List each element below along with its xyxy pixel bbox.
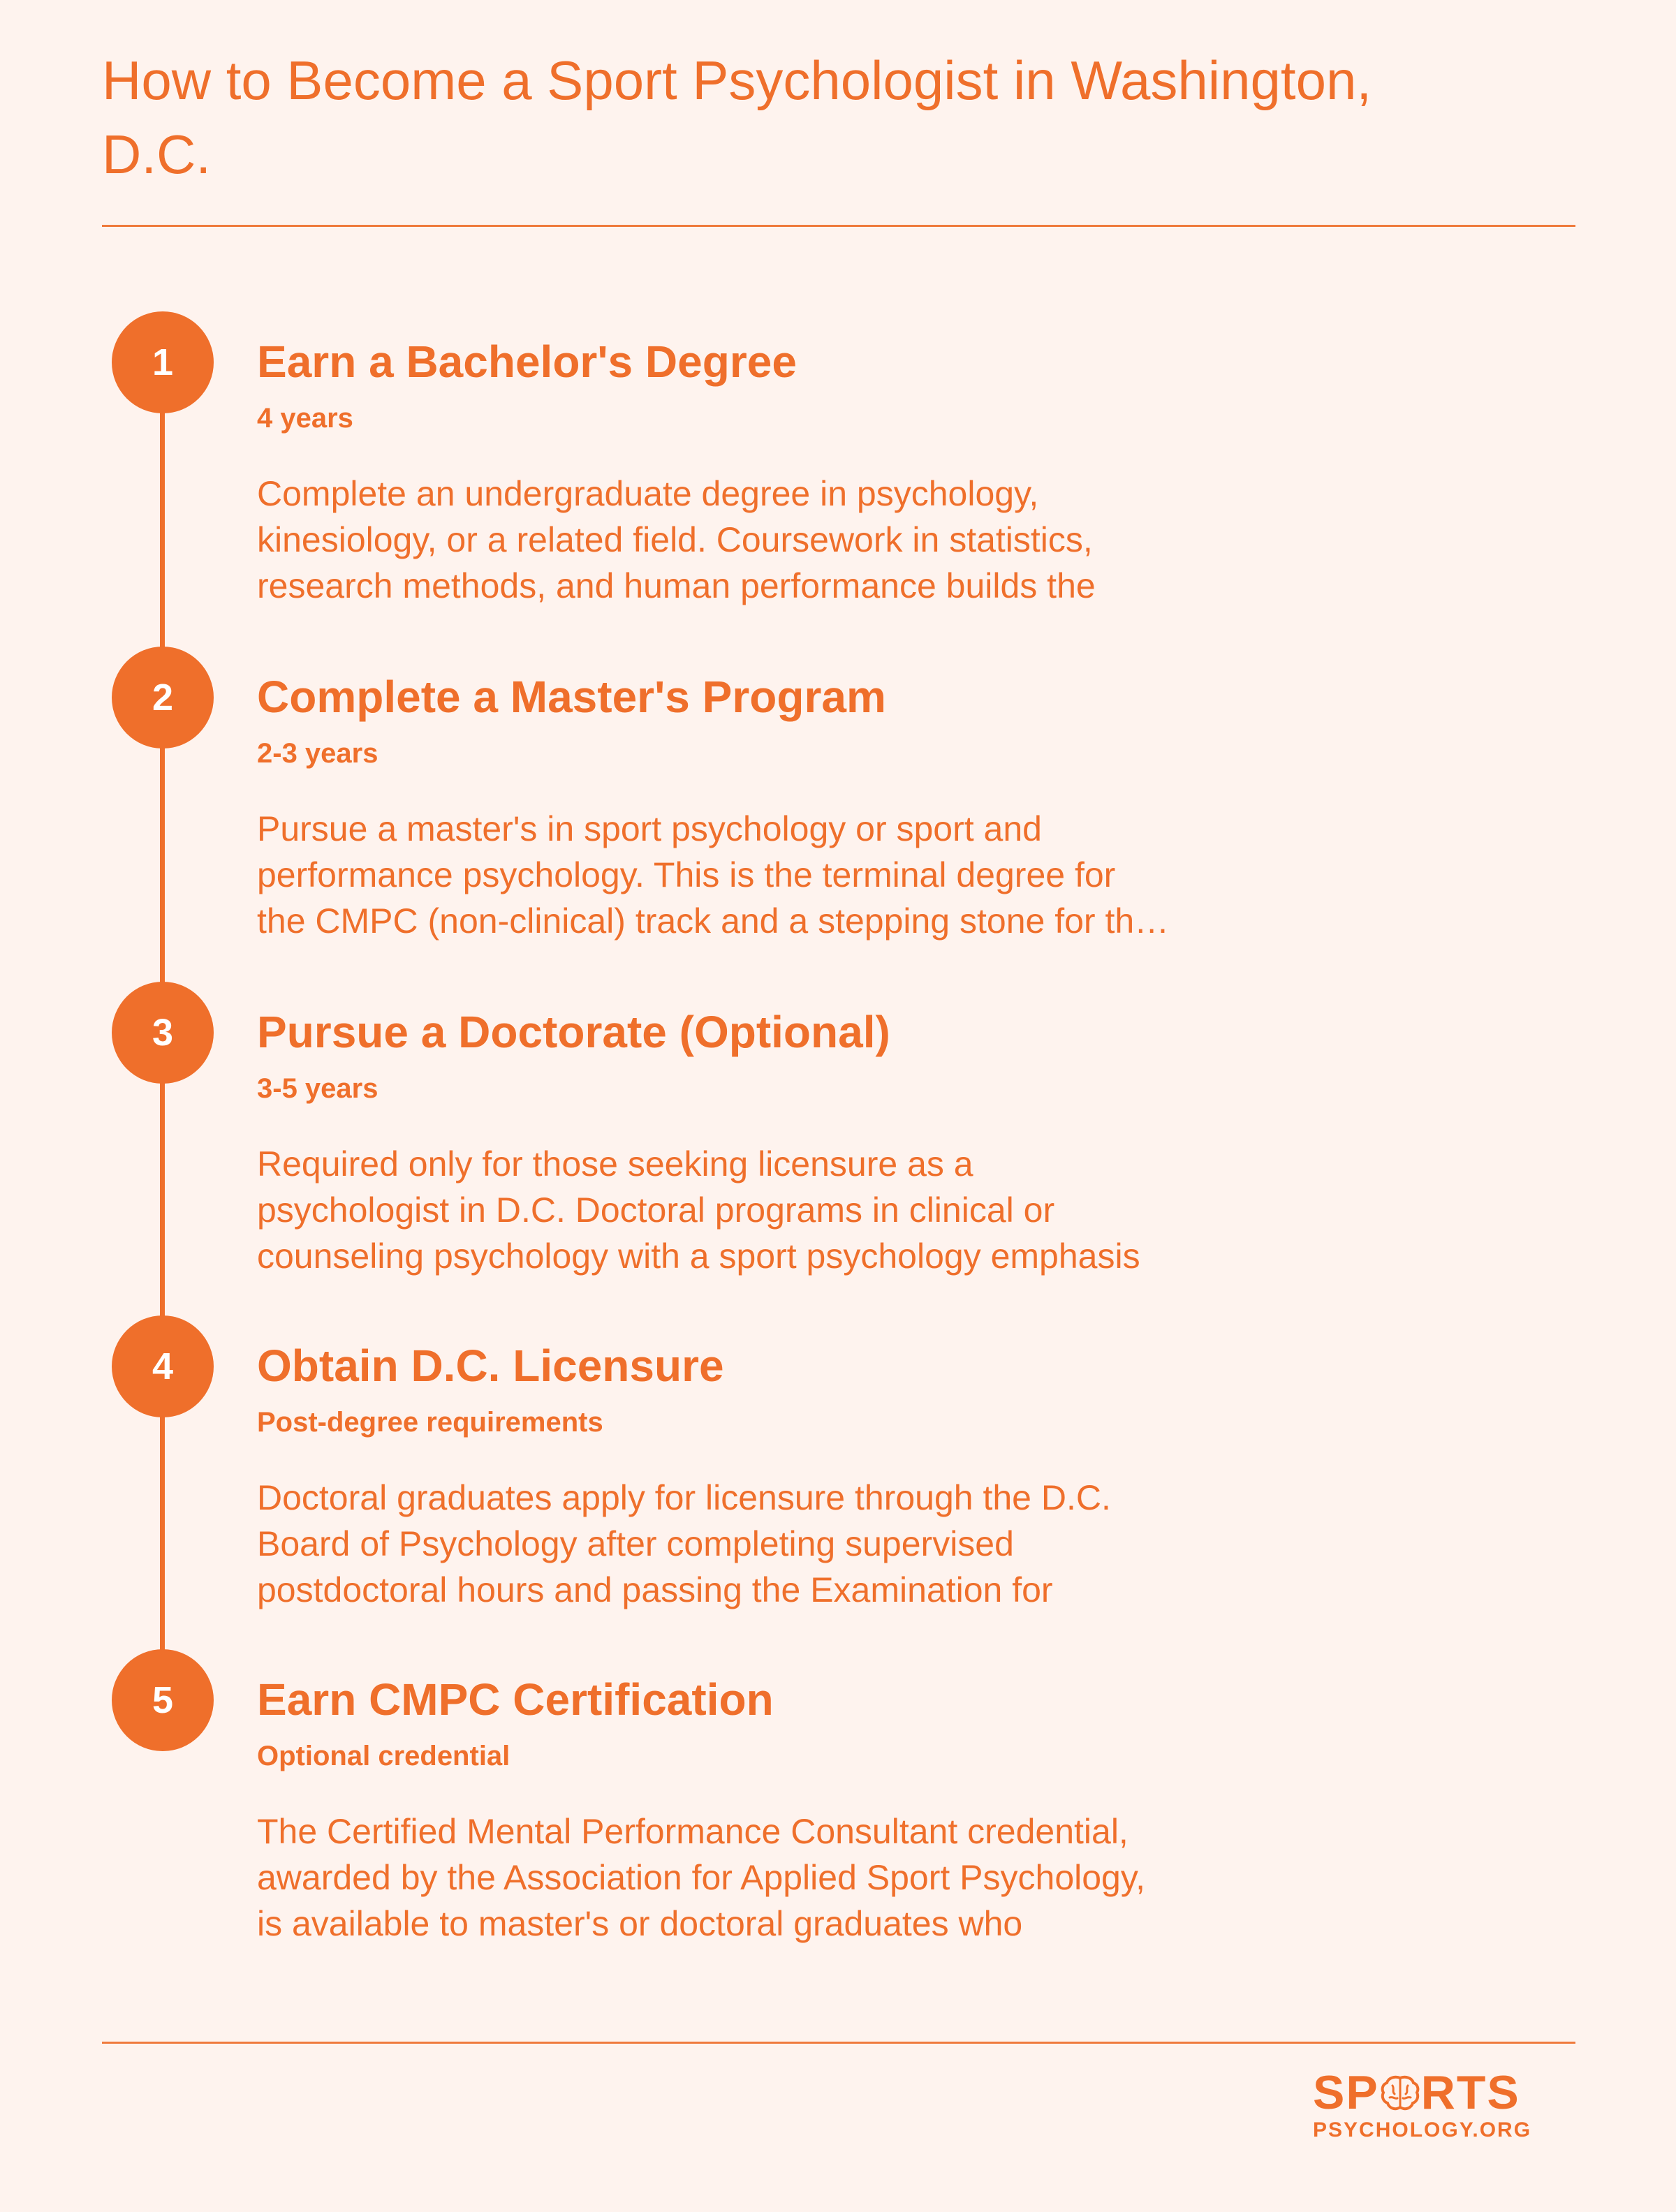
step-item <box>0 1315 1676 1644</box>
step-title: Complete a Master's Program <box>257 672 886 722</box>
logo-text-left: SP <box>1313 2066 1379 2119</box>
step-title: Earn CMPC Certification <box>257 1674 774 1725</box>
step-description <box>257 806 1304 944</box>
step-duration: Optional credential <box>257 1741 510 1771</box>
step-description <box>257 471 1304 609</box>
description-line: is available to master's or doctoral graduates who <box>257 1904 1023 1943</box>
description-line: awarded by the Association for Applied Sport Psychology, <box>257 1858 1146 1897</box>
brain-icon <box>1381 2075 1420 2111</box>
step-title: Pursue a Doctorate (Optional) <box>257 1007 890 1057</box>
step-item <box>0 647 1676 975</box>
logo-text-right: RTS <box>1420 2066 1520 2119</box>
description-line: research methods, and human performance builds the <box>257 566 1096 605</box>
description-line: Board of Psychology after completing supervised <box>257 1524 1014 1563</box>
description-line: Required only for those seeking licensure as a <box>257 1144 973 1184</box>
description-line: the CMPC (non-clinical) track and a stepping stone for th… <box>257 901 1170 941</box>
description-line: postdoctoral hours and passing the Examination for <box>257 1570 1053 1609</box>
step-description <box>257 1475 1304 1613</box>
step-duration: 4 years <box>257 403 353 434</box>
description-line: performance psychology. This is the terminal degree for <box>257 855 1116 894</box>
description-line: kinesiology, or a related field. Coursework in statistics, <box>257 520 1093 559</box>
step-number-badge: 1 <box>112 311 214 413</box>
description-line: Doctoral graduates apply for licensure through the D.C. <box>257 1478 1111 1517</box>
step-number-badge: 5 <box>112 1649 214 1751</box>
step-item <box>0 1649 1676 1977</box>
description-line: counseling psychology with a sport psychology emphasis <box>257 1237 1140 1276</box>
description-line: Pursue a master's in sport psychology or sport and <box>257 809 1042 848</box>
step-number-badge: 3 <box>112 982 214 1084</box>
step-number-badge: 4 <box>112 1315 214 1417</box>
step-title: Obtain D.C. Licensure <box>257 1341 724 1391</box>
step-title: Earn a Bachelor's Degree <box>257 337 797 387</box>
step-duration: 3-5 years <box>257 1073 378 1104</box>
step-number-badge: 2 <box>112 647 214 749</box>
step-description <box>257 1808 1304 1947</box>
logo-wordmark <box>1313 2068 1520 2117</box>
description-line: Complete an undergraduate degree in psychology, <box>257 474 1039 513</box>
step-duration: Post-degree requirements <box>257 1407 603 1438</box>
step-item <box>0 982 1676 1310</box>
description-line: The Certified Mental Performance Consultant credential, <box>257 1812 1129 1851</box>
step-duration: 2-3 years <box>257 738 378 769</box>
step-description <box>257 1141 1304 1279</box>
bottom-divider <box>102 2042 1575 2044</box>
page-title: How to Become a Sport Psychologist in Washington, D.C. <box>102 50 1372 185</box>
description-line: psychologist in D.C. Doctoral programs in clinical or <box>257 1190 1055 1230</box>
logo-subtext: PSYCHOLOGY.ORG <box>1313 2118 1532 2141</box>
site-logo <box>1313 2068 1564 2152</box>
step-item <box>0 311 1676 640</box>
